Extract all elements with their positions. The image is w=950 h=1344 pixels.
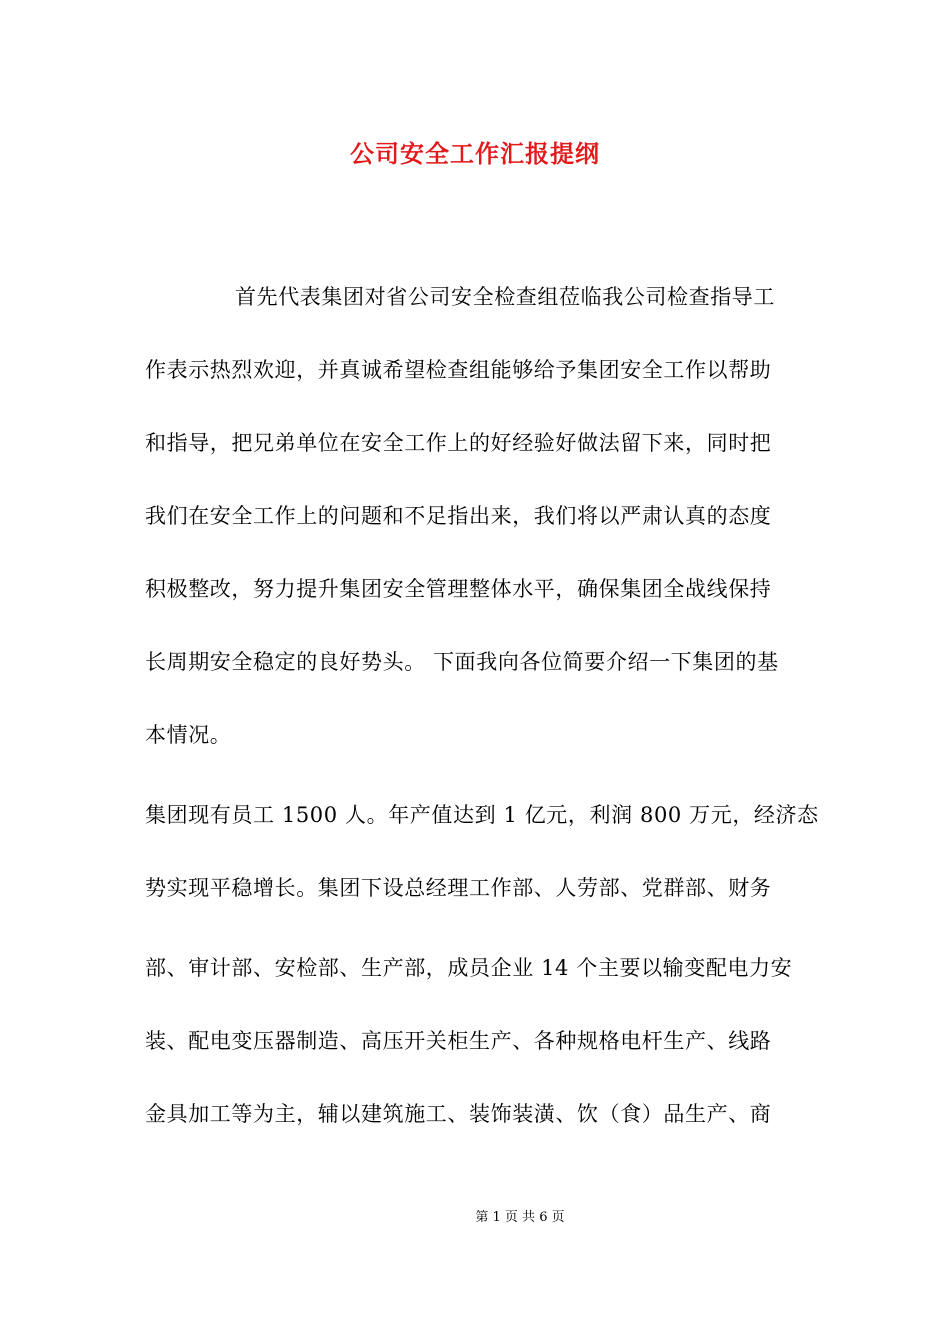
body-line: 我们在安全工作上的问题和不足指出来，我们将以严肃认真的态度	[145, 504, 772, 528]
body-line: 和指导，把兄弟单位在安全工作上的好经验好做法留下来，同时把	[145, 431, 772, 455]
body-line: 金具加工等为主，辅以建筑施工、装饰装潢、饮（食）品生产、商	[145, 1102, 772, 1126]
body-line: 长周期安全稳定的良好势头。 下面我向各位简要介绍一下集团的基	[145, 650, 779, 674]
body-line: 集团现有员工 1500 人。年产值达到 1 亿元，利润 800 万元，经济态	[145, 803, 819, 827]
body-line: 部、审计部、安检部、生产部，成员企业 14 个主要以输变配电力安	[145, 956, 793, 980]
body-line: 势实现平稳增长。集团下设总经理工作部、人劳部、党群部、财务	[145, 876, 772, 900]
page-number: 第 1 页 共 6 页	[475, 1210, 565, 1225]
body-line: 首先代表集团对省公司安全检查组莅临我公司检查指导工	[235, 285, 775, 309]
body-line: 装、配电变压器制造、高压开关柜生产、各种规格电杆生产、线路	[145, 1029, 772, 1053]
body-line: 作表示热烈欢迎，并真诚希望检查组能够给予集团安全工作以帮助	[145, 358, 772, 382]
body-line: 积极整改，努力提升集团安全管理整体水平，确保集团全战线保持	[145, 577, 772, 601]
body-line: 本情况。	[145, 723, 232, 747]
document-title: 公司安全工作汇报提纲	[350, 139, 600, 168]
